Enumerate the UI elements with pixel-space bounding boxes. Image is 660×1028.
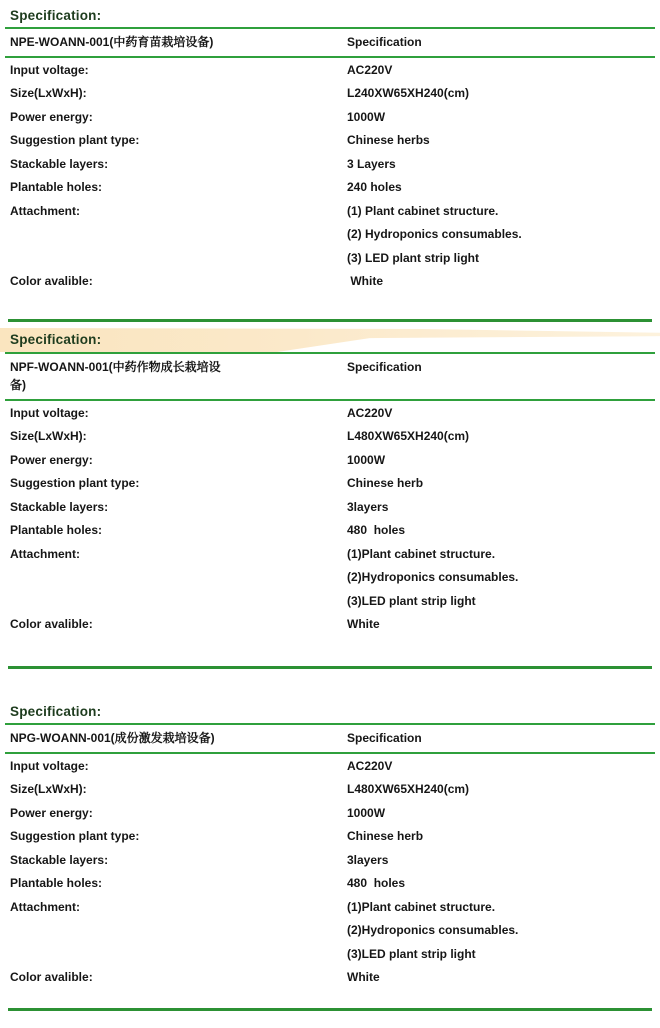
spec-value: 480 holes bbox=[347, 876, 406, 891]
spec-column-header: Specification bbox=[347, 360, 422, 374]
model-code-line: NPG-WOANN-001(成份激发栽培设备) bbox=[10, 731, 215, 745]
spec-row bbox=[0, 613, 660, 637]
spec-value: 1000W bbox=[347, 452, 386, 467]
spec-label: Power energy: bbox=[10, 805, 93, 820]
spec-row bbox=[0, 895, 660, 919]
spec-row bbox=[0, 778, 660, 802]
spec-value: L480XW65XH240(cm) bbox=[347, 782, 470, 797]
spec-row bbox=[0, 801, 660, 825]
spec-value: AC220V bbox=[347, 758, 393, 773]
spacer bbox=[0, 636, 660, 666]
model-code bbox=[10, 33, 347, 51]
spec-row bbox=[0, 848, 660, 872]
spec-value: (2)Hydroponics consumables. bbox=[347, 570, 519, 585]
spacer bbox=[0, 989, 660, 1008]
spec-row bbox=[0, 472, 660, 496]
spec-row bbox=[0, 754, 660, 778]
spec-label: Input voltage: bbox=[10, 405, 89, 420]
spec-value: 3 Layers bbox=[347, 156, 396, 171]
spec-value: Chinese herb bbox=[347, 476, 424, 491]
spec-label: Power energy: bbox=[10, 452, 93, 467]
spec-label: Input voltage: bbox=[10, 62, 89, 77]
section-heading: Specification: bbox=[10, 8, 102, 23]
model-code-line: 备) bbox=[10, 378, 26, 392]
spec-label: Suggestion plant type: bbox=[10, 476, 140, 491]
spec-label: Color avalible: bbox=[10, 617, 93, 632]
spec-row bbox=[0, 199, 660, 223]
spec-row bbox=[0, 401, 660, 425]
spec-label: Attachment: bbox=[10, 203, 81, 218]
spec-label: Suggestion plant type: bbox=[10, 829, 140, 844]
spec-row bbox=[0, 223, 660, 247]
spec-value: 480 holes bbox=[347, 523, 406, 538]
spec-row bbox=[0, 105, 660, 129]
spec-label: Plantable holes: bbox=[10, 180, 103, 195]
spec-table-npf bbox=[0, 329, 660, 669]
model-code bbox=[10, 358, 347, 394]
spec-value: 240 holes bbox=[347, 180, 402, 195]
spec-label: Stackable layers: bbox=[10, 156, 109, 171]
spec-label: Color avalible: bbox=[10, 970, 93, 985]
spec-row bbox=[0, 919, 660, 943]
spec-row bbox=[0, 82, 660, 106]
spec-row bbox=[0, 129, 660, 153]
spec-row bbox=[0, 152, 660, 176]
spec-value: 3layers bbox=[347, 499, 389, 514]
spec-label: Color avalible: bbox=[10, 274, 93, 289]
spec-label: Stackable layers: bbox=[10, 852, 109, 867]
spec-value: (1) Plant cabinet structure. bbox=[347, 203, 499, 218]
spec-value: (1)Plant cabinet structure. bbox=[347, 546, 496, 561]
spec-row bbox=[0, 495, 660, 519]
spec-value: 1000W bbox=[347, 805, 386, 820]
table-header-row bbox=[0, 354, 660, 398]
spec-row bbox=[0, 589, 660, 613]
spec-label: Attachment: bbox=[10, 899, 81, 914]
spec-value: 1000W bbox=[347, 109, 386, 124]
spec-row bbox=[0, 246, 660, 270]
spec-label: Size(LxWxH): bbox=[10, 429, 87, 444]
spec-value: L240XW65XH240(cm) bbox=[347, 86, 470, 101]
model-code-line: NPE-WOANN-001(中药育苗栽培设备) bbox=[10, 35, 214, 49]
spec-label: Size(LxWxH): bbox=[10, 86, 87, 101]
spec-row bbox=[0, 519, 660, 543]
section-heading: Specification: bbox=[10, 332, 102, 347]
spec-label: Suggestion plant type: bbox=[10, 133, 140, 148]
spec-row bbox=[0, 942, 660, 966]
spec-value: Chinese herbs bbox=[347, 133, 430, 148]
section-heading-wrap bbox=[0, 702, 660, 722]
spec-row bbox=[0, 542, 660, 566]
spec-column-header: Specification bbox=[347, 35, 422, 49]
spec-value: AC220V bbox=[347, 62, 393, 77]
spec-value: (3) LED plant strip light bbox=[347, 250, 479, 265]
spec-value: White bbox=[347, 970, 380, 985]
spec-table-npe bbox=[0, 6, 660, 322]
spec-value: (3)LED plant strip light bbox=[347, 946, 476, 961]
spec-document bbox=[0, 6, 660, 1028]
spec-value: (3)LED plant strip light bbox=[347, 593, 476, 608]
spec-row bbox=[0, 58, 660, 82]
green-table-end-divider bbox=[8, 319, 652, 322]
table-header-row bbox=[0, 725, 660, 751]
spec-value: L480XW65XH240(cm) bbox=[347, 429, 470, 444]
spec-label: Input voltage: bbox=[10, 758, 89, 773]
spec-row bbox=[0, 566, 660, 590]
spec-label: Attachment: bbox=[10, 546, 81, 561]
section-heading: Specification: bbox=[10, 704, 102, 719]
green-table-end-divider bbox=[8, 666, 652, 669]
spec-row bbox=[0, 872, 660, 896]
spec-label: Plantable holes: bbox=[10, 876, 103, 891]
spec-column-header: Specification bbox=[347, 731, 422, 745]
section-heading-wrap bbox=[0, 6, 660, 26]
spec-value: White bbox=[347, 274, 384, 289]
spec-row bbox=[0, 825, 660, 849]
spec-value: Chinese herb bbox=[347, 829, 424, 844]
section-heading-wrap bbox=[0, 329, 660, 351]
spec-row bbox=[0, 425, 660, 449]
spec-row bbox=[0, 270, 660, 294]
spec-row bbox=[0, 448, 660, 472]
spec-label: Stackable layers: bbox=[10, 499, 109, 514]
spacer bbox=[0, 293, 660, 319]
spec-value: (2) Hydroponics consumables. bbox=[347, 227, 522, 242]
model-code bbox=[10, 729, 347, 747]
spec-row bbox=[0, 176, 660, 200]
spec-value: (2)Hydroponics consumables. bbox=[347, 923, 519, 938]
table-header-row bbox=[0, 29, 660, 55]
spec-value: 3layers bbox=[347, 852, 389, 867]
spec-value: (1)Plant cabinet structure. bbox=[347, 899, 496, 914]
model-code-line: NPF-WOANN-001(中药作物成长栽培设 bbox=[10, 360, 221, 374]
green-table-end-divider bbox=[8, 1008, 652, 1011]
spec-value: White bbox=[347, 617, 380, 632]
spec-row bbox=[0, 966, 660, 990]
spec-label: Size(LxWxH): bbox=[10, 782, 87, 797]
spec-label: Power energy: bbox=[10, 109, 93, 124]
spec-value: AC220V bbox=[347, 405, 393, 420]
spec-label: Plantable holes: bbox=[10, 523, 103, 538]
spec-table-npg bbox=[0, 702, 660, 1011]
